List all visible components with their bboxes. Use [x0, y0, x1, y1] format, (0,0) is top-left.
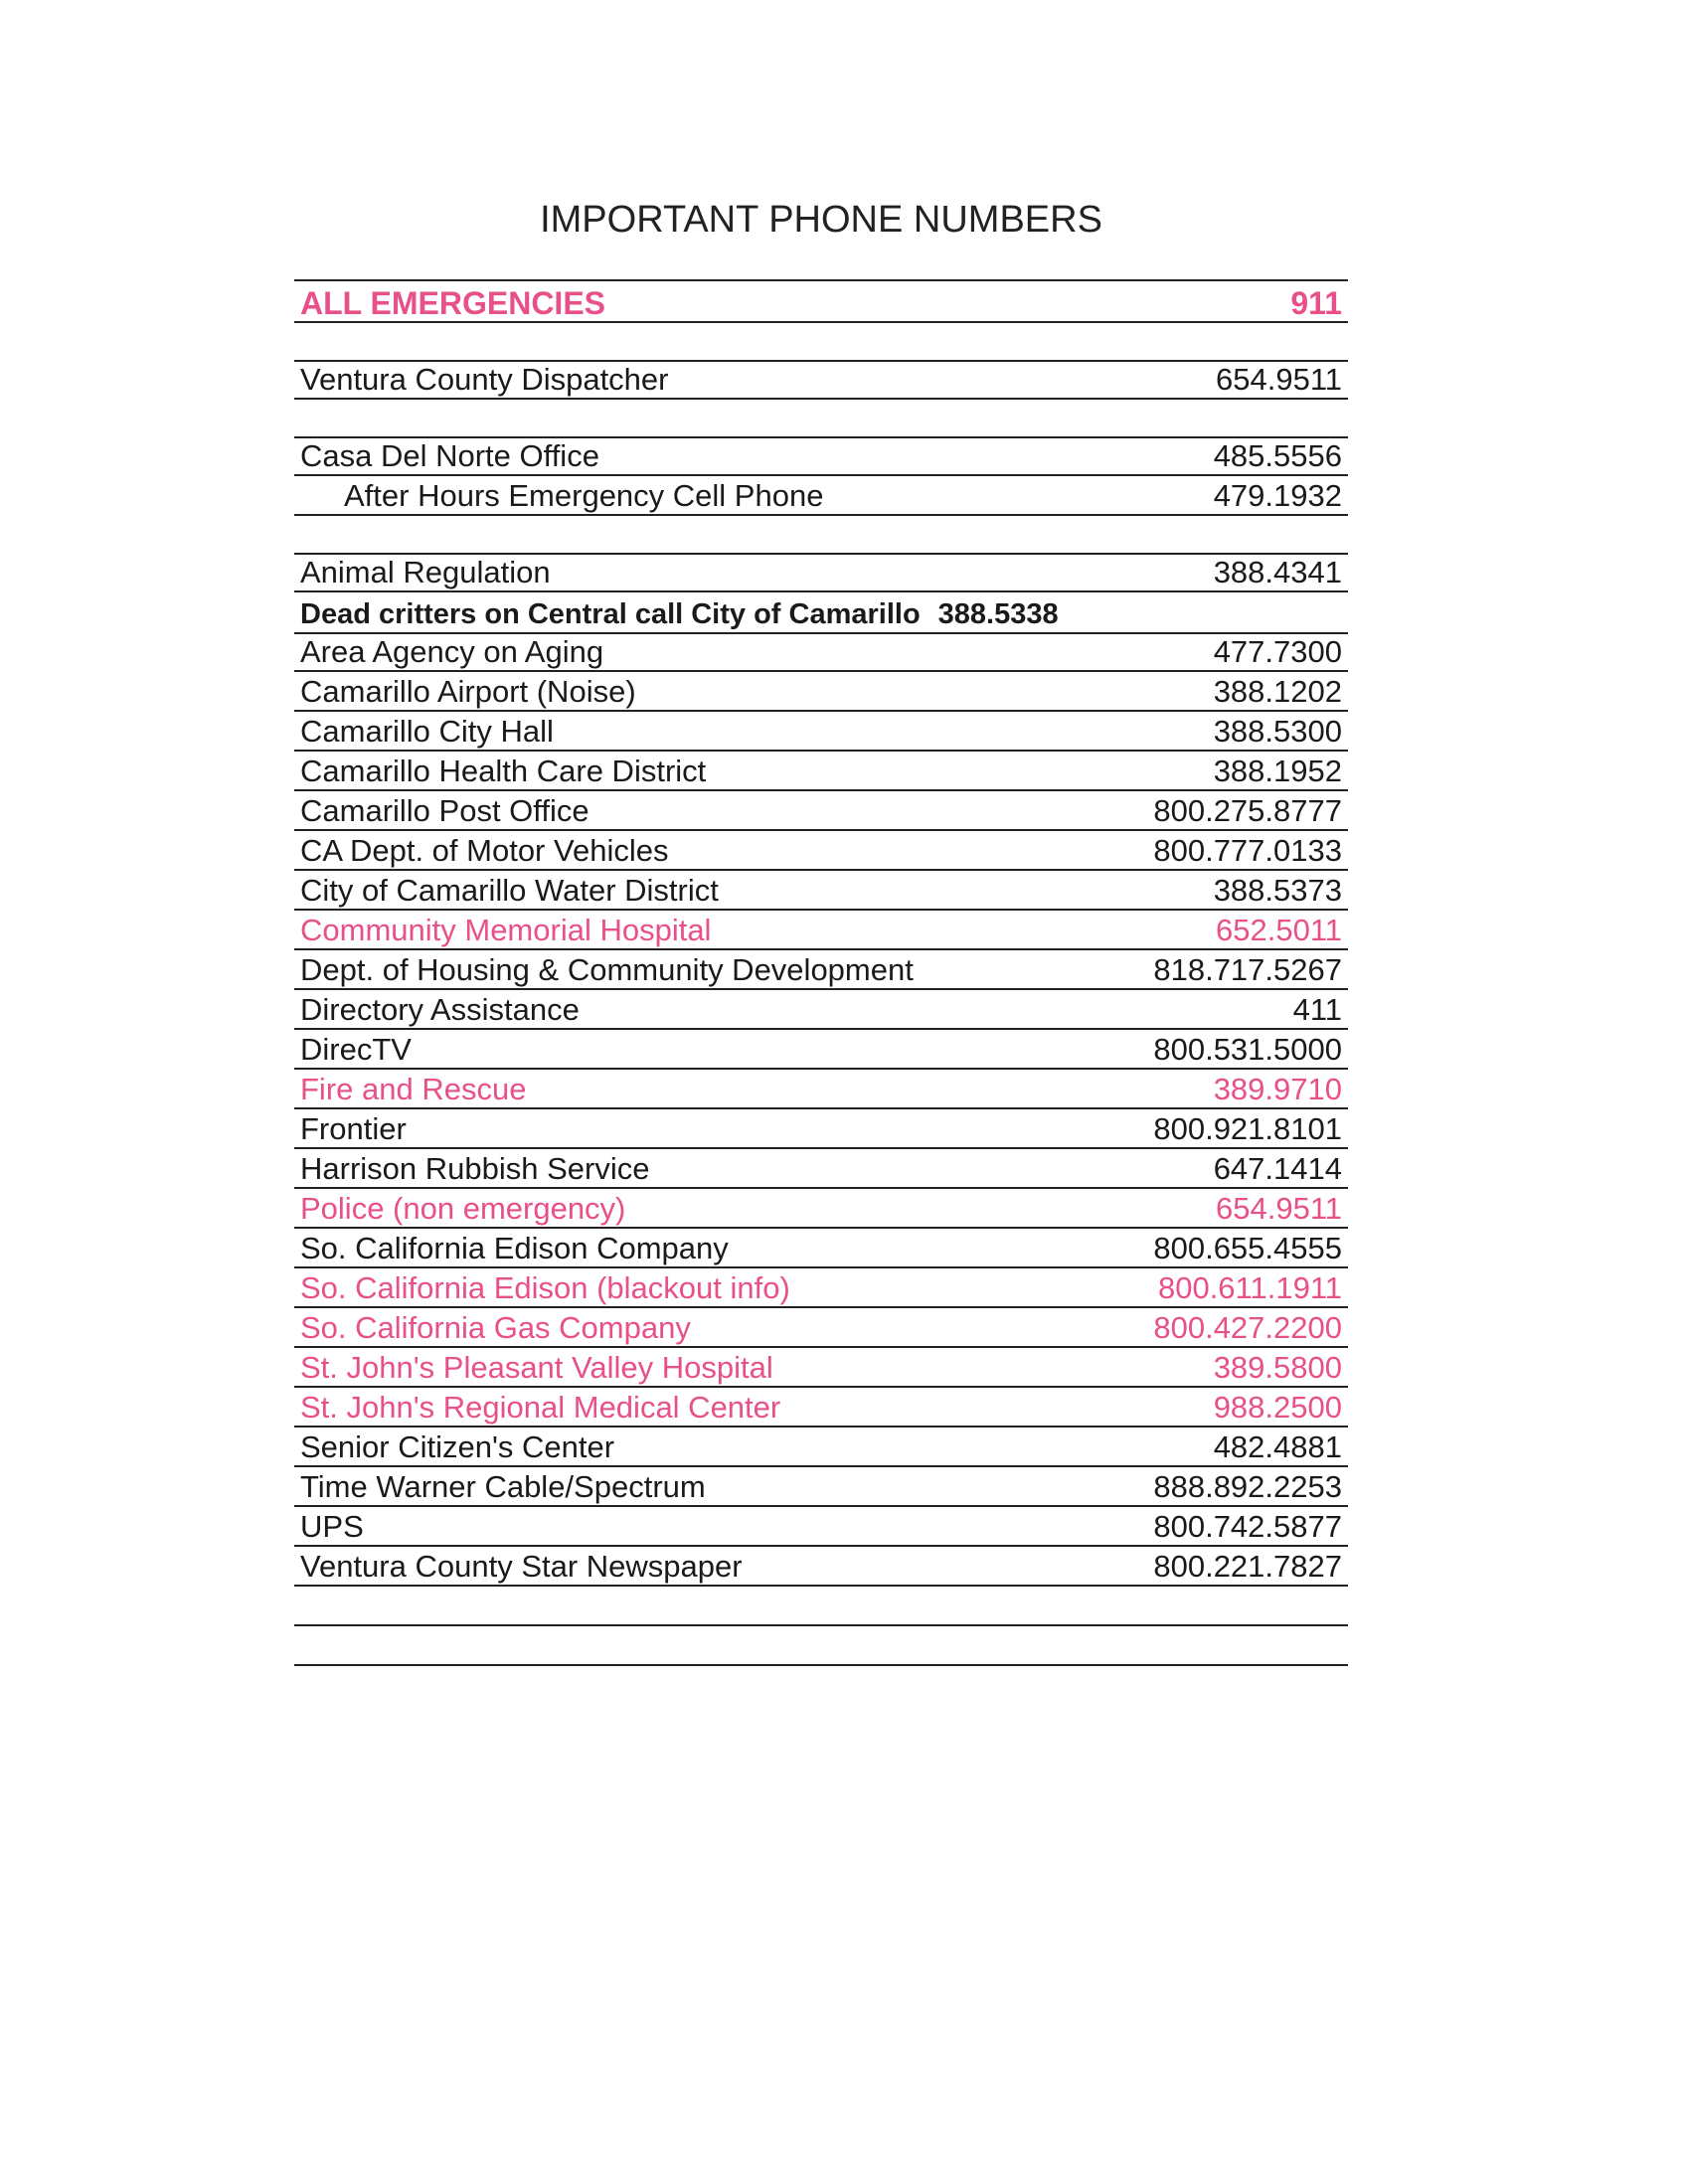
- emergency-row: [294, 279, 1348, 323]
- entry-number: 388.4341: [1213, 555, 1342, 589]
- directory-row: [294, 1507, 1348, 1547]
- dispatcher-row: [294, 360, 1348, 400]
- entry-label: After Hours Emergency Cell Phone: [344, 478, 824, 513]
- entry-number: 800.655.4555: [1153, 1231, 1342, 1265]
- entry-label: Animal Regulation: [300, 555, 551, 589]
- entry-label: Time Warner Cable/Spectrum: [300, 1469, 706, 1504]
- directory-row: [294, 1030, 1348, 1070]
- entry-number: 388.5300: [1213, 714, 1342, 749]
- directory-row: [294, 1070, 1348, 1109]
- entry-label: Ventura County Star Newspaper: [300, 1549, 743, 1584]
- animal-regulation-row: [294, 553, 1348, 592]
- entry-number: 818.717.5267: [1153, 952, 1342, 987]
- directory-row: [294, 632, 1348, 672]
- entry-label: Camarillo Post Office: [300, 793, 589, 828]
- entry-number: 482.4881: [1213, 1429, 1342, 1464]
- entry-number: 389.5800: [1213, 1350, 1342, 1385]
- entry-number: 411: [1292, 992, 1342, 1027]
- entry-label: Camarillo Health Care District: [300, 754, 707, 788]
- directory-row: [294, 831, 1348, 871]
- entry-label: So. California Edison Company: [300, 1231, 729, 1265]
- directory-row: [294, 1467, 1348, 1507]
- directory-row: [294, 1428, 1348, 1467]
- directory-row: [294, 1268, 1348, 1308]
- phone-table: [294, 279, 1348, 1666]
- directory-row: [294, 911, 1348, 950]
- entry-label: So. California Gas Company: [300, 1310, 691, 1345]
- entry-label: Casa Del Norte Office: [300, 438, 599, 473]
- entry-number: 654.9511: [1216, 362, 1342, 397]
- entry-number: 388.1202: [1213, 674, 1342, 709]
- entry-number: 800.221.7827: [1153, 1549, 1342, 1584]
- entry-label: Frontier: [300, 1111, 407, 1146]
- entry-number: 389.9710: [1213, 1072, 1342, 1106]
- entry-label: So. California Edison (blackout info): [300, 1270, 790, 1305]
- blank-row: [294, 1587, 1348, 1626]
- directory-row: [294, 1149, 1348, 1189]
- entry-label: Senior Citizen's Center: [300, 1429, 615, 1464]
- entry-label: Fire and Rescue: [300, 1072, 527, 1106]
- entry-number: 652.5011: [1216, 913, 1342, 947]
- entry-number: 888.892.2253: [1153, 1469, 1342, 1504]
- directory-row: [294, 1189, 1348, 1229]
- directory-row: [294, 1109, 1348, 1149]
- entry-label: UPS: [300, 1509, 364, 1544]
- spacer: [294, 516, 1348, 553]
- directory-row: [294, 1388, 1348, 1428]
- entry-number: 800.611.1911: [1157, 1270, 1342, 1305]
- directory-list: [294, 632, 1348, 1587]
- directory-row: [294, 950, 1348, 990]
- entry-label: Camarillo Airport (Noise): [300, 674, 636, 709]
- entry-label: Directory Assistance: [300, 992, 580, 1027]
- emergency-label: ALL EMERGENCIES: [300, 285, 605, 321]
- entry-number: 800.742.5877: [1153, 1509, 1342, 1544]
- entry-number: 800.275.8777: [1153, 793, 1342, 828]
- emergency-number: 911: [1290, 285, 1342, 321]
- entry-number: 477.7300: [1213, 634, 1342, 669]
- entry-label: Camarillo City Hall: [300, 714, 554, 749]
- entry-number: 388.1952: [1213, 754, 1342, 788]
- directory-row: [294, 712, 1348, 752]
- entry-label: Area Agency on Aging: [300, 634, 604, 669]
- entry-label: City of Camarillo Water District: [300, 873, 719, 908]
- after-hours-row: [294, 476, 1348, 516]
- entry-label: Harrison Rubbish Service: [300, 1151, 650, 1186]
- note-number: 388.5338: [937, 598, 1059, 630]
- entry-label: DirecTV: [300, 1032, 412, 1067]
- entry-number: 800.777.0133: [1153, 833, 1342, 868]
- entry-label: St. John's Regional Medical Center: [300, 1390, 781, 1425]
- entry-number: 800.921.8101: [1153, 1111, 1342, 1146]
- directory-row: [294, 1308, 1348, 1348]
- entry-label: CA Dept. of Motor Vehicles: [300, 833, 669, 868]
- directory-row: [294, 1348, 1348, 1388]
- entry-number: 654.9511: [1216, 1191, 1342, 1226]
- blank-row: [294, 1626, 1348, 1666]
- directory-row: [294, 871, 1348, 911]
- entry-number: 388.5373: [1213, 873, 1342, 908]
- entry-number: 988.2500: [1213, 1390, 1342, 1425]
- directory-row: [294, 990, 1348, 1030]
- directory-row: [294, 791, 1348, 831]
- note-label: Dead critters on Central call City of Camarillo: [300, 598, 921, 630]
- directory-row: [294, 1229, 1348, 1268]
- entry-number: 479.1932: [1213, 478, 1342, 513]
- entry-label: Dept. of Housing & Community Development: [300, 952, 914, 987]
- entry-number: 647.1414: [1213, 1151, 1342, 1186]
- entry-number: 800.427.2200: [1153, 1310, 1342, 1345]
- entry-label: St. John's Pleasant Valley Hospital: [300, 1350, 773, 1385]
- directory-row: [294, 1547, 1348, 1587]
- directory-row: [294, 672, 1348, 712]
- spacer: [294, 323, 1348, 360]
- directory-row: [294, 752, 1348, 791]
- entry-number: 485.5556: [1213, 438, 1342, 473]
- entry-label: Community Memorial Hospital: [300, 913, 712, 947]
- spacer: [294, 400, 1348, 436]
- entry-label: Ventura County Dispatcher: [300, 362, 669, 397]
- entry-label: Police (non emergency): [300, 1191, 626, 1226]
- dead-critters-note: [294, 592, 1348, 632]
- page-title: IMPORTANT PHONE NUMBERS: [540, 199, 1102, 241]
- entry-number: 800.531.5000: [1153, 1032, 1342, 1067]
- casa-office-row: [294, 436, 1348, 476]
